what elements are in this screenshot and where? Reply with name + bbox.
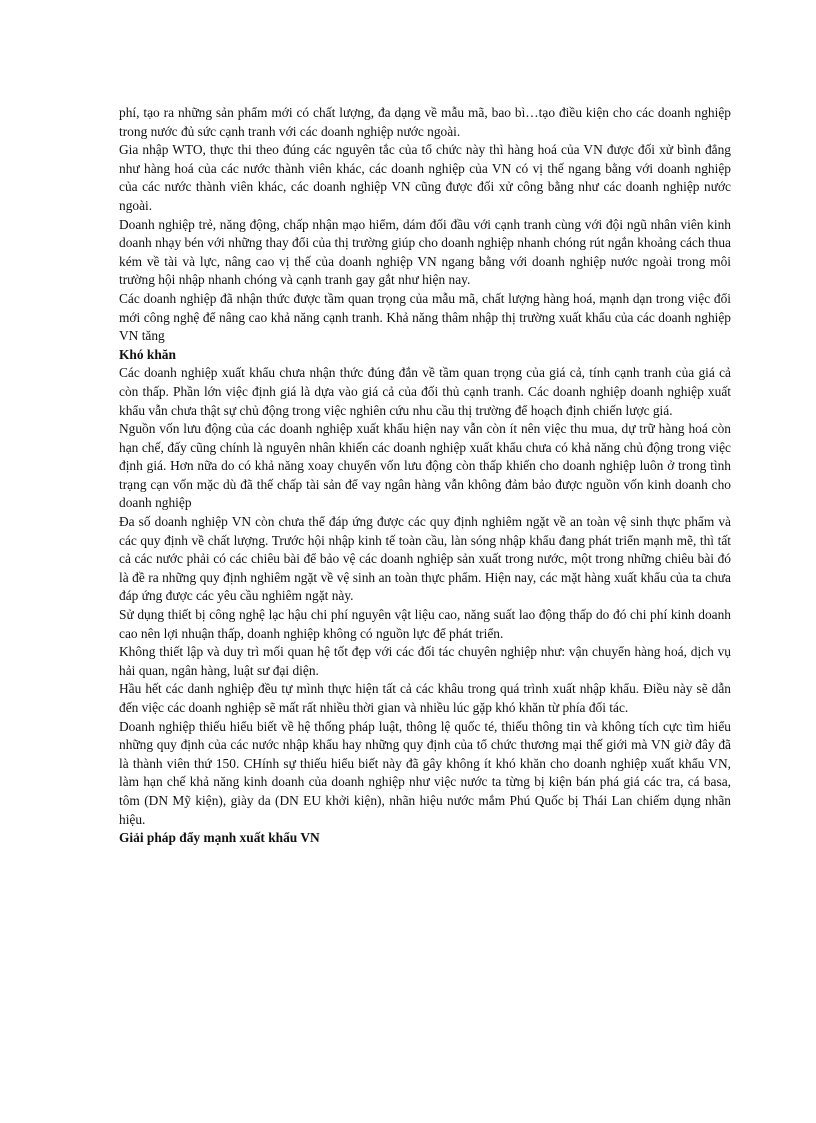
paragraph-food-safety: Đa số doanh nghiệp VN còn chưa thể đáp ứng được các quy định nghiêm ngặt về an toàn vệ sinh thực phẩm và các quy định về chất lượng. Trước hội nhập kinh tế toàn cầu, làn sóng nhập khẩu đang phát triển mạnh mẽ, thì tất cả các nước phải có các chiêu bài để bảo vệ các doanh nghiệp sản xuất trong nước, một trong những chiêu bài đó là đề ra những quy định nghiêm ngặt về vệ sinh an toàn thực phẩm. Hiện nay, các mặt hàng xuất khẩu của ta chưa đáp ứng được các yêu cầu nghiêm ngặt này. bbox=[119, 514, 731, 604]
paragraph-young-enterprises: Doanh nghiệp trẻ, năng động, chấp nhận mạo hiểm, dám đối đầu với cạnh tranh cùng với đội ngũ nhân viên kinh doanh nhạy bén với những thay đổi của thị trường giúp cho doanh nghiệp nhanh chóng rút ngắn khoảng cách thua kém về tài và lực, nâng cao vị thế của doanh nghiệp VN ngang bằng với doanh nghiệp nước ngoài trong môi trường hội nhập nhanh chóng và cạnh tranh gay gắt như hiện nay. bbox=[119, 216, 731, 288]
paragraph-wto-accession: Gia nhập WTO, thực thi theo đúng các nguyên tắc của tổ chức này thì hàng hoá của VN được đối xử bình đẳng như hàng hoá của các nước thành viên khác, các doanh nghiệp của VN có vị thế ngang bằng với doanh nghiệp của các nước thành viên khác, các doanh nghiệp VN cũng được đối xử công bằng như các doanh nghiệp nước ngoài. bbox=[119, 142, 731, 213]
paragraph-design-quality: Các doanh nghiệp đã nhận thức được tầm quan trọng của mẫu mã, chất lượng hàng hoá, mạnh dạn trong việc đổi mới công nghệ để nâng cao khả năng cạnh tranh. Khả năng thâm nhập thị trường xuất khẩu của các doanh nghiệp VN tăng bbox=[119, 290, 731, 344]
paragraph-partner-relations: Không thiết lập và duy trì mối quan hệ tốt đẹp với các đối tác chuyên nghiệp như: vận chuyển hàng hoá, dịch vụ hải quan, ngân hàng, luật sư đại diện. bbox=[119, 644, 731, 678]
heading-solutions: Giải pháp đẩy mạnh xuất khẩu VN bbox=[119, 830, 320, 846]
paragraph-working-capital: Nguồn vốn lưu động của các doanh nghiệp xuất khẩu hiện nay vẫn còn ít nên việc thu mua, dự trữ hàng hoá còn hạn chế, đấy cũng chính là nguyên nhân khiến các doanh nghiệp xuất khẩu chưa có khả năng chủ động trong việc định giá. Hơn nữa do có khả năng xoay chuyển vốn lưu động còn thấp khiến cho doanh nghiệp luôn ở trong tình trạng cạn vốn mặc dù đã thế chấp tài sản để vay ngân hàng vẫn không đảm bảo được nguồn vốn kinh doanh cho doanh nghiệp bbox=[119, 421, 731, 511]
heading-difficulties: Khó khăn bbox=[119, 346, 176, 362]
paragraph-outdated-technology: Sử dụng thiết bị công nghệ lạc hậu chi phí nguyên vật liệu cao, năng suất lao động thấp do đó chi phí kinh doanh cao nên lợi nhuận thấp, doanh nghiệp không có nguồn lực để phát triển. bbox=[119, 607, 731, 641]
paragraph-pricing: Các doanh nghiệp xuất khẩu chưa nhận thức đúng đắn về tầm quan trọng của giá cả, tính cạnh tranh của giá cả còn thấp. Phần lớn việc định giá là dựa vào giá cả của đối thủ cạnh tranh. Các doanh nghiệp doanh nghiệp xuất khẩu vẫn chưa thật sự chủ động trong việc nghiên cứu nhu cầu thị trường để hoạch định chiến lược giá. bbox=[119, 365, 731, 418]
paragraph-legal-knowledge: Doanh nghiệp thiếu hiểu biết về hệ thống pháp luật, thông lệ quốc té, thiếu thông tin và không tích cực tìm hiểu những quy định của các nước nhập khẩu hay những quy định của tổ chức thương mại thế giới mà VN giờ đây đã là thành viên thứ 150. CHính sự thiếu hiểu biết này đã gây không ít khó khăn cho doanh nghiệp xuất khẩu VN, làm hạn chế khả năng kinh doanh của doanh nghiệp như việc nước ta từng bị kiện bán phá giá các tra, cá basa, tôm (DN Mỹ kiện), giày da (DN EU khởi kiện), nhãn hiệu nước mắm Phú Quốc bị Thái Lan chiếm dụng nhãn hiệu. bbox=[119, 718, 731, 827]
paragraph-competition-products: phí, tạo ra những sản phẩm mới có chất lượng, đa dạng về mẫu mã, bao bì…tạo điều kiện cho các doanh nghiệp trong nước đủ sức cạnh tranh với các doanh nghiệp nước ngoài. bbox=[119, 105, 731, 139]
document-page bbox=[119, 104, 731, 848]
paragraph-self-execution: Hầu hết các danh nghiệp đều tự mình thực hiện tất cả các khâu trong quá trình xuất nhập khẩu. Điều này sẽ dẫn đến việc các doanh nghiệp sẽ mất rất nhiều thời gian và nhiều lúc gặp khó khăn từ phía đối tác. bbox=[119, 681, 731, 715]
